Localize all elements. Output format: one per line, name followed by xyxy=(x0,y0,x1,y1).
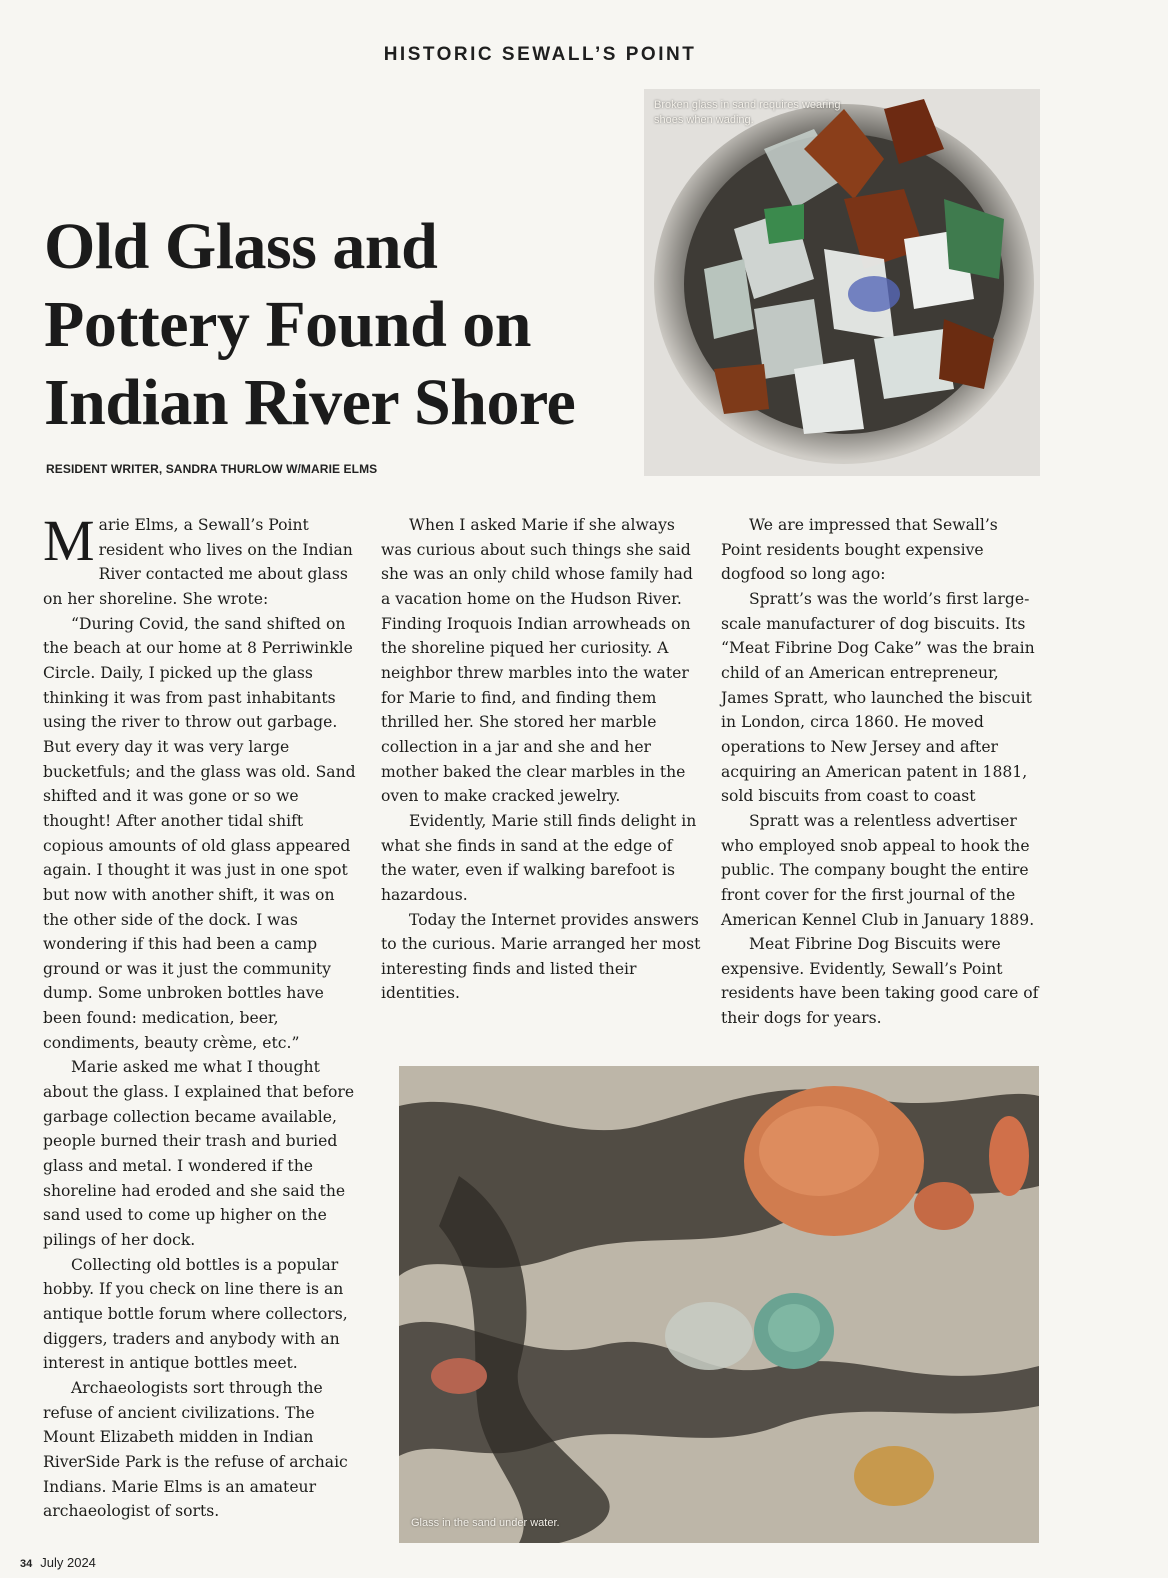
article-paragraph: Today the Internet provides answers to the curious. Marie arranged her most interesting finds and listed their identities. xyxy=(381,910,701,1003)
article-paragraph: Collecting old bottles is a popular hobby. If you check on line there is an antique bottle forum where collectors, diggers, traders and anybody with an interest in antique bottles meet. xyxy=(43,1255,348,1373)
article-paragraph: Evidently, Marie still finds delight in what she finds in sand at the edge of the water, even if walking barefoot is hazardous. xyxy=(381,811,697,904)
byline: RESIDENT WRITER, SANDRA THURLOW W/MARIE ELMS xyxy=(46,462,378,476)
page-footer xyxy=(20,1555,96,1570)
glass-in-sand-photo xyxy=(399,1066,1039,1543)
glass-in-sand-illustration xyxy=(399,1066,1039,1543)
article-paragraph: Meat Fibrine Dog Biscuits were expensive. Evidently, Sewall’s Point residents have been taking good care of their dogs for years. xyxy=(721,935,1039,1028)
article-column-2 xyxy=(381,513,701,1006)
headline-line-2: Pottery Found on xyxy=(44,288,531,361)
top-photo-caption: Broken glass in sand requires wearing shoes when wading. xyxy=(654,99,841,126)
article-paragraph: “During Covid, the sand shifted on the beach at our home at 8 Perriwinkle Circle. Daily, I picked up the glass thinking it was from past inhabitants using the river to throw out garbage. But every day it was very large bucketfuls; and the glass was old. Sand shifted and it was gone or so we thought! After another tidal shift copious amounts of old glass appeared again. I thought it was just in one spot but now with another shift, it was on the other side of the dock. I was wondering if this had been a camp ground or was it just the community dump. Some unbroken bottles have been found: medication, beer, condiments, beauty crème, etc.” xyxy=(43,614,356,1052)
broken-glass-illustration xyxy=(644,89,1040,476)
article-paragraph: Archaeologists sort through the refuse of ancient civilizations. The Mount Elizabeth midden in Indian RiverSide Park is the refuse of archaic Indians. Marie Elms is an amateur archaeologist of sorts. xyxy=(43,1378,348,1521)
article-paragraph: We are impressed that Sewall’s Point residents bought expensive dogfood so long ago: xyxy=(721,516,998,584)
drop-cap: M xyxy=(43,508,95,573)
article-headline xyxy=(44,208,634,442)
bottom-photo-caption: Glass in the sand under water. xyxy=(411,1517,560,1529)
article-column-1 xyxy=(43,508,361,1524)
article-paragraph: Marie asked me what I thought about the glass. I explained that before garbage collection became available, people burned their trash and buried glass and metal. I wondered if the shoreline had eroded and she said the sand used to come up higher on the pilings of her dock. xyxy=(43,1058,355,1250)
article-paragraph: Spratt was a relentless advertiser who employed snob appeal to hook the public. The company bought the entire front cover for the first journal of the American Kennel Club in January 1889. xyxy=(721,811,1035,929)
broken-glass-photo xyxy=(644,89,1040,476)
article-paragraph: Spratt’s was the world’s first large-scale manufacturer of dog biscuits. Its “Meat Fibrine Dog Cake” was the brain child of an American entrepreneur, James Spratt, who launched the biscuit in London, circa 1860. He moved operations to New Jersey and after acquiring an American patent in 1881, sold biscuits from coast to coast xyxy=(721,589,1035,806)
article-paragraph: When I asked Marie if she always was curious about such things she said she was an only child whose family had a vacation home on the Hudson River. Finding Iroquois Indian arrowheads on the shoreline piqued her curiosity. A neighbor threw marbles into the water for Marie to find, and finding them thrilled her. She stored her marble collection in a jar and she and her mother baked the clear marbles in the oven to make cracked jewelry. xyxy=(381,516,693,806)
article-column-3 xyxy=(721,513,1043,1031)
paragraph-text: arie Elms, a Sewall’s Point resident who lives on the Indian River contacted me about glass on her shoreline. She wrote: xyxy=(43,516,353,608)
page-number: 34 xyxy=(20,1558,33,1570)
headline-line-1: Old Glass and xyxy=(44,210,438,283)
headline-line-3: Indian River Shore xyxy=(44,366,576,439)
issue-date: July 2024 xyxy=(40,1555,96,1570)
section-header: HISTORIC SEWALL’S POINT xyxy=(383,44,697,65)
article-paragraph xyxy=(43,508,361,612)
